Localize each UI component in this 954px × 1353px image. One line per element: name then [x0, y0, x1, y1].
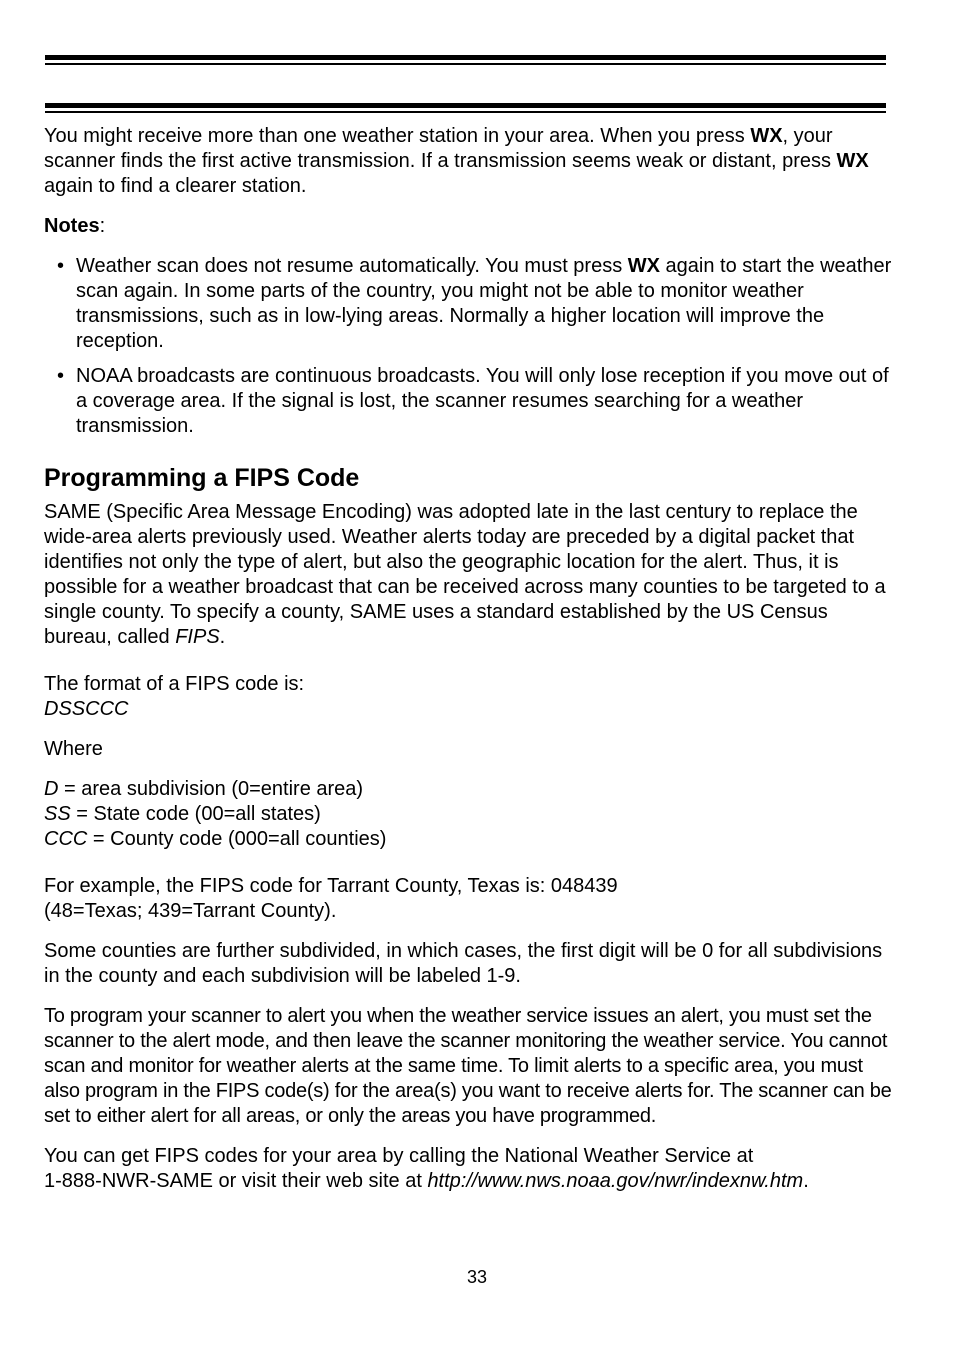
format-code-text: DSSCCC: [44, 698, 129, 720]
def-term: CCC: [44, 828, 88, 850]
def-desc: = State code (00=all states): [70, 803, 321, 825]
notes-list: [44, 254, 894, 439]
format-line: The format of a FIPS code is:: [44, 673, 305, 695]
note-2-text: NOAA broadcasts are continuous broadcasts. You will only lose reception if you move out of a coverage area. If the signal is lost, the scanner resumes searching for a weather transmission.: [76, 365, 889, 437]
note-1-text-a: Weather scan does not resume automatically. You must press: [76, 255, 628, 277]
intro-text-2: , your scanner finds the first active transmission. If a transmission seems weak or distant, press: [44, 125, 837, 172]
page-content: [44, 124, 894, 1194]
nws-url: http://www.nws.noaa.gov/nwr/indexnw.htm: [427, 1170, 804, 1192]
contact-line-2: 1-888-NWR-SAME or visit their web site at: [44, 1170, 428, 1192]
notes-colon: :: [99, 215, 106, 237]
list-item: [44, 364, 894, 439]
intro-paragraph: [44, 124, 894, 199]
page-number: 33: [466, 1267, 488, 1287]
contact-end: .: [803, 1170, 809, 1192]
notes-label: Notes: [44, 215, 100, 237]
same-paragraph: [44, 500, 894, 650]
note-1-text-b: again to start the weather scan again. In some parts of the country, you might not be able to monitor weather transmissions, such as in low-lying areas. Normally a higher location will improve the reception.: [76, 255, 892, 352]
def-term: SS: [44, 803, 71, 825]
contact-line-1: You can get FIPS codes for your area by calling the National Weather Service at: [44, 1145, 754, 1167]
wx-key-label: WX: [836, 150, 869, 172]
intro-text-3: again to find a clearer station.: [44, 175, 307, 197]
contact-paragraph: [44, 1144, 894, 1194]
bullet-icon: •: [57, 255, 65, 277]
list-item: [44, 254, 894, 354]
def-desc: = area subdivision (0=entire area): [58, 778, 364, 800]
definition-ccc: [44, 827, 894, 852]
format-code: [44, 697, 894, 722]
def-desc: = County code (000=all counties): [87, 828, 387, 850]
same-end: .: [219, 626, 226, 648]
program-paragraph: To program your scanner to alert you when the weather service issues an alert, you must set the scanner to the alert mode, and then leave the scanner monitoring the weather service. You cannot scan and monitor for weather alerts at the same time. To limit alerts to a specific area, you must also program in the FIPS code(s) for the area(s) you want to receive alerts for. The scanner can be set to either alert for all areas, or only the areas you have programmed.: [44, 1005, 892, 1127]
definition-ss: [44, 802, 894, 827]
def-term: D: [44, 778, 59, 800]
intro-text-1: You might receive more than one weather station in your area. When you press: [44, 125, 751, 147]
header-rule-top: [45, 55, 886, 65]
subdivided-paragraph: Some counties are further subdivided, in which cases, the first digit will be 0 for all subdivisions in the county and each subdivision will be labeled 1-9.: [44, 940, 883, 987]
same-text: SAME (Specific Area Message Encoding) was adopted late in the last century to replace the wide-area alerts previously used. Weather alerts today are preceded by a digital packet that identifies not only the type of alert, but also the geographic location for the alert. Thus, it is possible for a weather broadcast that can be received across many counties to be targeted to a single county. To specify a county, SAME uses a standard established by the US Census bureau, called: [44, 501, 886, 648]
wx-key-label: WX: [750, 125, 783, 147]
bullet-icon: •: [57, 365, 65, 387]
wx-key-label: WX: [627, 255, 660, 277]
header-rule-bottom: [45, 103, 886, 113]
fips-term: FIPS: [175, 626, 220, 648]
section-title: Programming a FIPS Code: [44, 464, 360, 492]
example-line-1: For example, the FIPS code for Tarrant County, Texas is: 048439: [44, 875, 618, 897]
example-line-2: (48=Texas; 439=Tarrant County).: [44, 900, 337, 922]
where-label: Where: [44, 738, 103, 760]
notes-heading: [44, 214, 894, 239]
definition-d: [44, 777, 894, 802]
